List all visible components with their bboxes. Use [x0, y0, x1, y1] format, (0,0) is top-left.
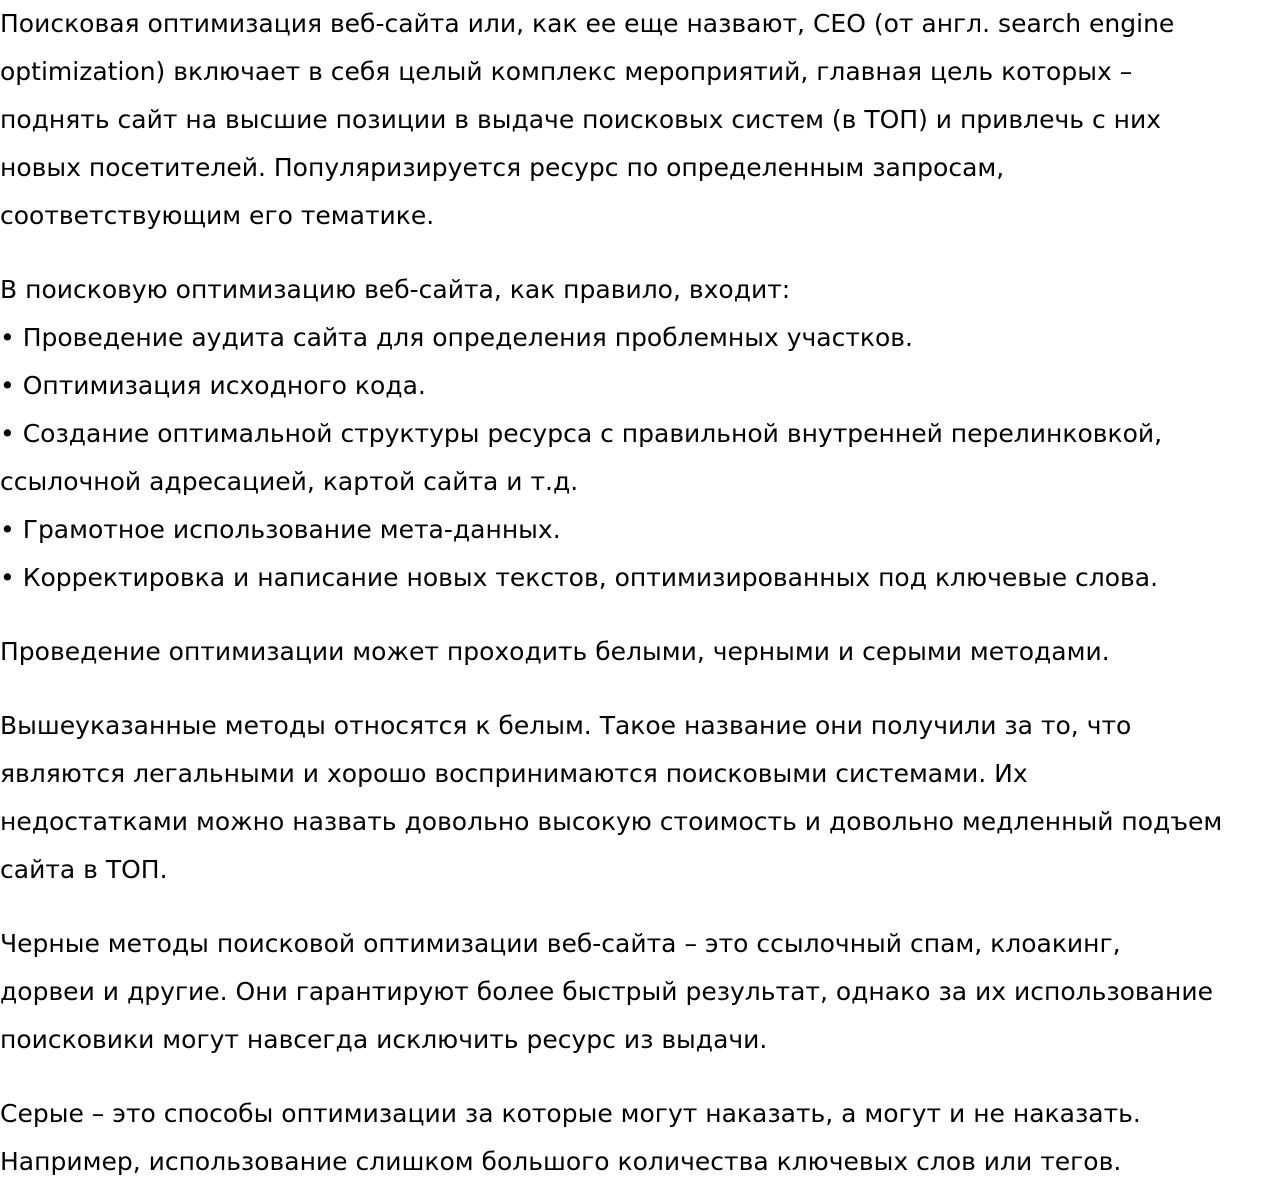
text-line: Проведение оптимизации может проходить белыми, черными и серыми методами. [0, 637, 1110, 666]
list-item [0, 362, 1270, 410]
text-line: • Оптимизация исходного кода. [0, 371, 426, 400]
list-item [0, 314, 1270, 362]
list-item [0, 506, 1270, 554]
black-methods-paragraph [0, 920, 1270, 1064]
text-line: сайта в ТОП. [0, 855, 168, 884]
intro-paragraph [0, 0, 1270, 240]
text-line: • Проведение аудита сайта для определения проблемных участков. [0, 323, 913, 352]
list-item [0, 554, 1270, 602]
text-line: являются легальными и хорошо воспринимаются поисковыми системами. Их [0, 759, 1028, 788]
text-line: дорвеи и другие. Они гарантируют более быстрый результат, однако за их использование [0, 977, 1213, 1006]
text-line: Вышеуказанные методы относятся к белым. Такое название они получили за то, что [0, 711, 1132, 740]
text-line: недостатками можно назвать довольно высокую стоимость и довольно медленный подъем [0, 807, 1223, 836]
text-line: • Грамотное использование мета-данных. [0, 515, 561, 544]
text-line: Черные методы поисковой оптимизации веб-сайта – это ссылочный спам, клоакинг, [0, 929, 1121, 958]
text-line: • Корректировка и написание новых текстов, оптимизированных под ключевые слова. [0, 563, 1159, 592]
methods-paragraph [0, 628, 1270, 676]
text-line: соответствующим его тематике. [0, 201, 435, 230]
text-line: новых посетителей. Популяризируется ресурс по определенным запросам, [0, 153, 1005, 182]
list-intro [0, 266, 1270, 314]
text-line: • Создание оптимальной структуры ресурса с правильной внутренней перелинковкой, [0, 419, 1163, 448]
list-item [0, 410, 1270, 506]
white-methods-paragraph [0, 702, 1270, 894]
text-line: поднять сайт на высшие позиции в выдаче поисковых систем (в ТОП) и привлечь с них [0, 105, 1162, 134]
text-line: В поисковую оптимизацию веб-сайта, как правило, входит: [0, 275, 791, 304]
text-line: Поисковая оптимизация веб-сайта или, как ее еще назвают, СЕО (от англ. search engine [0, 9, 1175, 38]
text-line: Например, использование слишком большого количества ключевых слов или тегов. [0, 1147, 1122, 1176]
text-line: ссылочной адресацией, картой сайта и т.д. [0, 467, 579, 496]
seo-tasks-list [0, 314, 1270, 602]
text-line: Серые – это способы оптимизации за которые могут наказать, а могут и не наказать. [0, 1099, 1141, 1128]
text-line: поисковики могут навсегда исключить ресурс из выдачи. [0, 1025, 768, 1054]
text-line: optimization) включает в себя целый комплекс мероприятий, главная цель которых – [0, 57, 1133, 86]
grey-methods-paragraph [0, 1090, 1270, 1186]
